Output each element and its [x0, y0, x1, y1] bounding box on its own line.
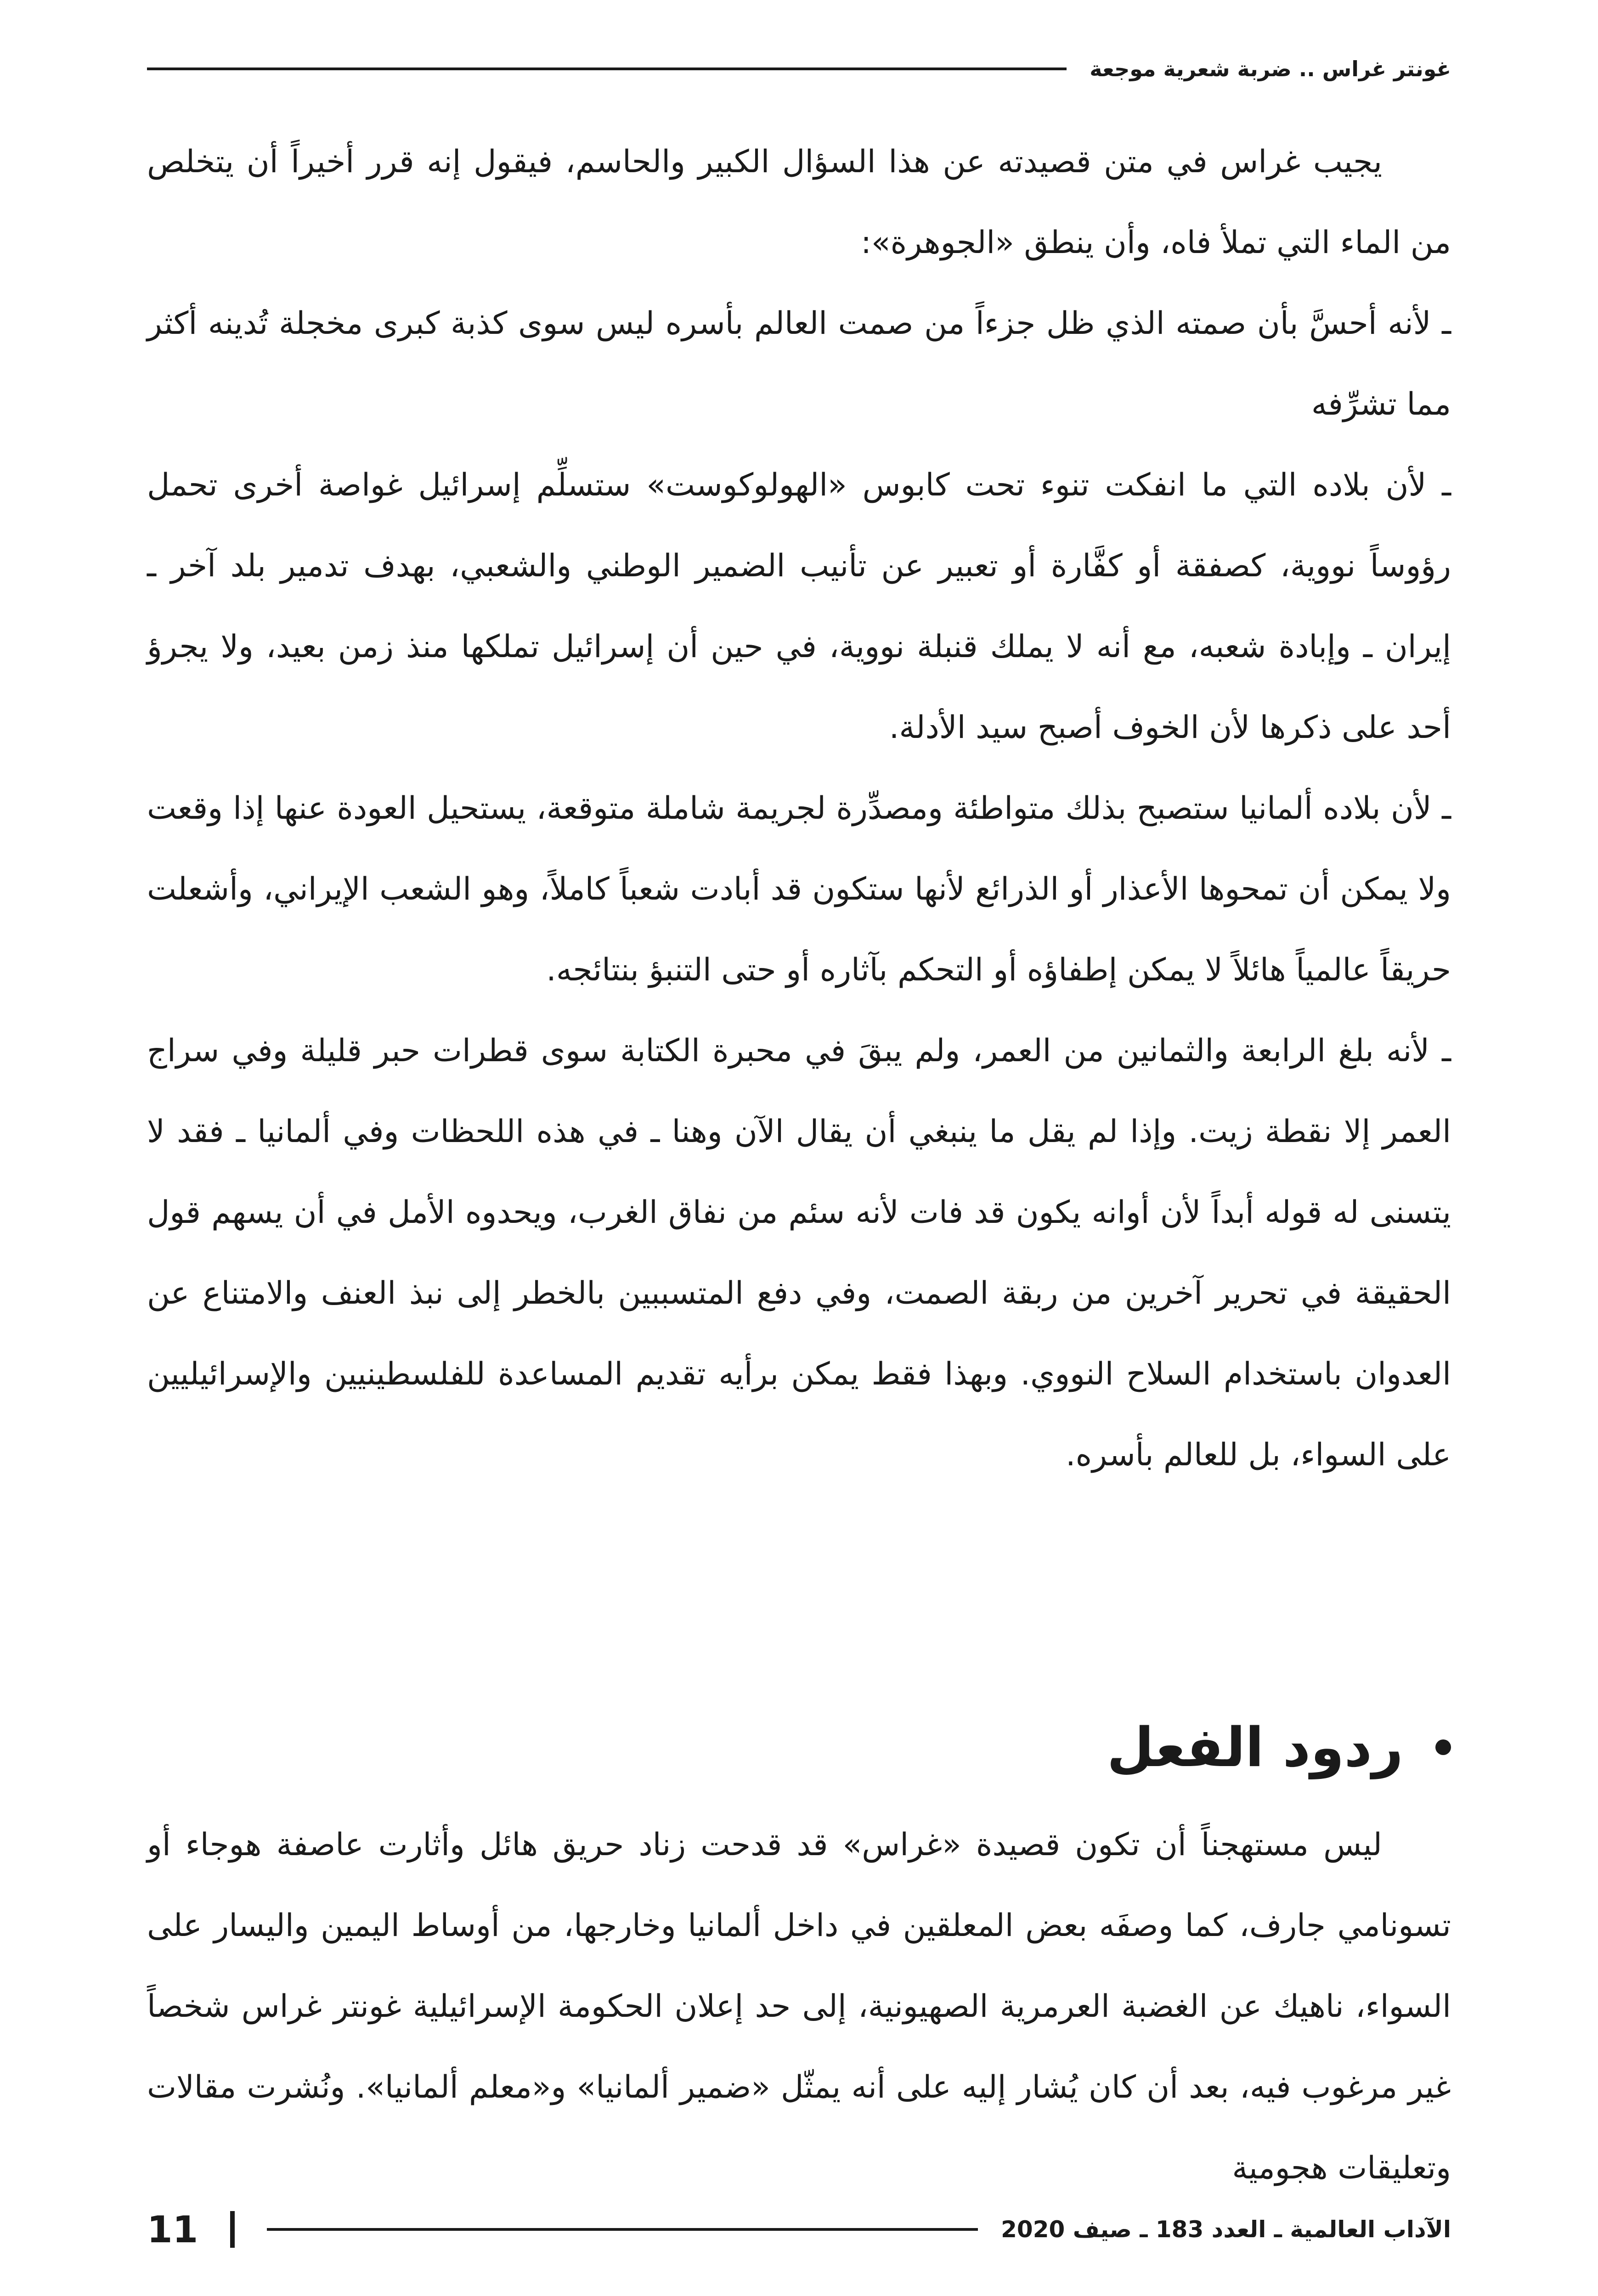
paragraph-reason-silence: ـ لأنه أحسَّ بأن صمته الذي ظل جزءاً من صمت العالم بأسره ليس سوى كذبة كبرى مخجلة تُدينه أكثر مما تشرِّفه [147, 305, 1451, 422]
paragraph-intro: يجيب غراس في متن قصيدته عن هذا السؤال الكبير والحاسم، فيقول إنه قرر أخيراً أن يتخلص من الماء التي تملأ فاه، وأن ينطق «الجوهرة»: [147, 144, 1451, 261]
body-text [147, 122, 1451, 1496]
page-footer [147, 2204, 1451, 2255]
section-heading-text: ردود الفعل [1107, 1716, 1403, 1779]
section-body [147, 1805, 1451, 2209]
paragraph-reason-age: ـ لأنه بلغ الرابعة والثمانين من العمر، ولم يبقَ في محبرة الكتابة سوى قطرات حبر قليلة وفي سراج العمر إلا نقطة زيت. وإذا لم يقل ما ينبغي أن يقال الآن وهنا ـ في هذه اللحظات وفي ألمانيا ـ فقد لا يتسنى له قوله أبداً لأن أوانه يكون قد فات لأنه سئم من نفاق الغرب، ويحدوه الأمل في أن يسهم قول الحقيقة في تحرير آخرين من ربقة الصمت، وفي دفع المتسببين بالخطر إلى نبذ العنف والامتناع عن العدوان باستخدام السلاح النووي. وبهذا فقط يمكن برأيه تقديم المساعدة للفلسطينيين والإسرائيليين على السواء، بل للعالم بأسره. [147, 1033, 1451, 1473]
footer-separator [230, 2211, 235, 2248]
section-heading [1107, 1711, 1451, 1784]
footer-rule [267, 2228, 978, 2231]
page-number: 11 [147, 2208, 198, 2251]
header-rule [147, 68, 1067, 70]
journal-info: الآداب العالمية ـ العدد 183 ـ صيف 2020 [1001, 2216, 1451, 2243]
paragraph-reason-submarine: ـ لأن بلاده التي ما انفكت تنوء تحت كابوس «الهولوكوست» ستسلِّم إسرائيل غواصة أخرى تحمل رؤوساً نووية، كصفقة أو كفَّارة أو تعبير عن تأنيب الضمير الوطني والشعبي، بهدف تدمير بلد آخر ـ إيران ـ وإبادة شعبه، مع أنه لا يملك قنبلة نووية، في حين أن إسرائيل تملكها منذ زمن بعيد، ولا يجرؤ أحد على ذكرها لأن الخوف أصبح سيد الأدلة. [147, 467, 1451, 746]
paragraph-reactions: ليس مستهجناً أن تكون قصيدة «غراس» قد قدحت زناد حريق هائل وأثارت عاصفة هوجاء أو تسونامي جارف، كما وصفَه بعض المعلقين في داخل ألمانيا وخارجها، من أوساط اليمين واليسار على السواء، ناهيك عن الغضبة العرمرية الصهيونية، إلى حد إعلان الحكومة الإسرائيلية غونتر غراس شخصاً غير مرغوب فيه، بعد أن كان يُشار إليه على أنه يمثّل «ضمير ألمانيا» و«معلم ألمانيا». ونُشرت مقالات وتعليقات هجومية [147, 1827, 1451, 2186]
running-header-title: غونتر غراس .. ضربة شعرية موجعة [1090, 56, 1451, 81]
bullet-icon [1435, 1739, 1451, 1755]
running-header [147, 51, 1451, 87]
paragraph-reason-complicity: ـ لأن بلاده ألمانيا ستصبح بذلك متواطئة ومصدِّرة لجريمة شاملة متوقعة، يستحيل العودة عنها إذا وقعت ولا يمكن أن تمحوها الأعذار أو الذرائع لأنها ستكون قد أبادت شعباً كاملاً، وهو الشعب الإيراني، وأشعلت حريقاً عالمياً هائلاً لا يمكن إطفاؤه أو التحكم بآثاره أو حتى التنبؤ بنتائجه. [147, 790, 1451, 988]
